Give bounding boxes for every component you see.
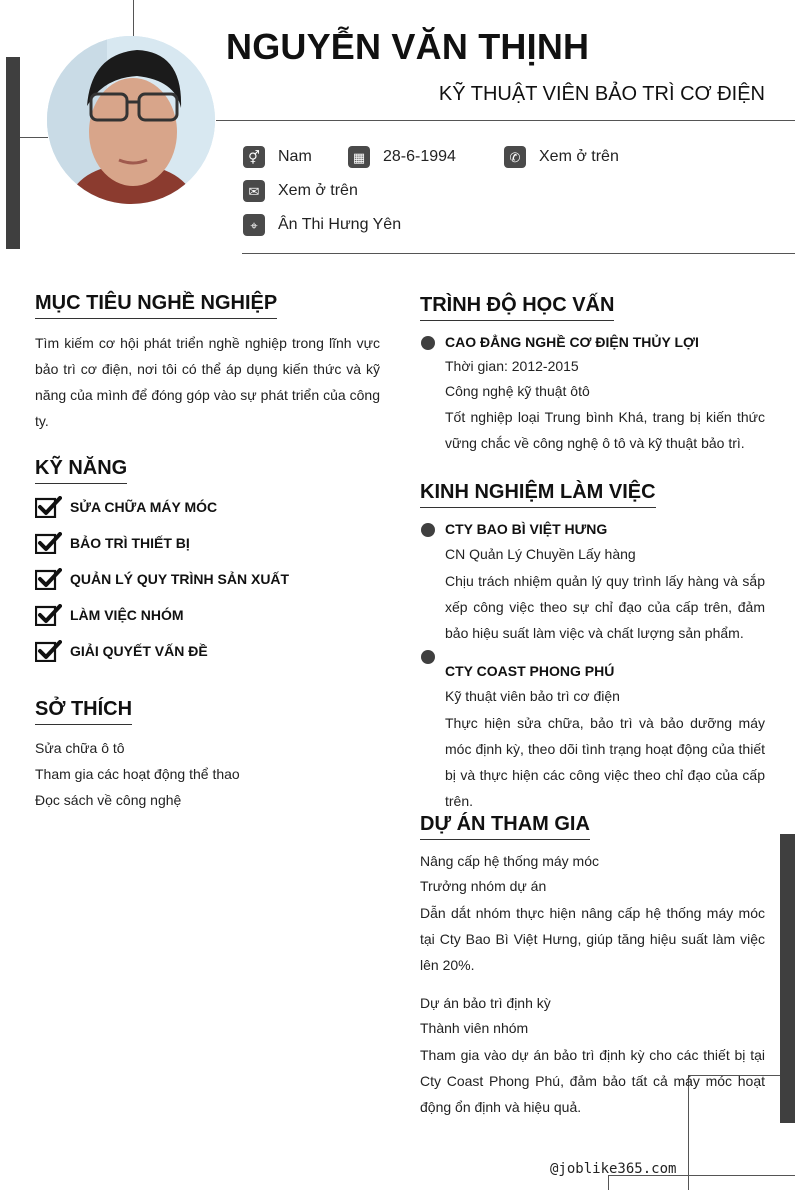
gender-value: Nam xyxy=(278,148,312,165)
skill-item xyxy=(35,604,184,626)
right-accent-bar xyxy=(780,834,795,1123)
watermark-text: @joblike365.com xyxy=(550,1161,677,1177)
project-desc: Tham gia vào dự án bảo trì định kỳ cho các thiết bị tại Cty Coast Phong Phú, đảm bảo tất cả máy móc hoạt động ổn định và hiệu quả. xyxy=(420,1047,765,1115)
objective-title: MỤC TIÊU NGHỀ NGHIỆP xyxy=(35,292,277,319)
info-divider xyxy=(242,253,795,254)
skills-title: KỸ NĂNG xyxy=(35,457,127,484)
projects-title: DỰ ÁN THAM GIA xyxy=(420,813,590,840)
info-gender xyxy=(243,146,312,168)
skill-label: GIẢI QUYẾT VẤN ĐỀ xyxy=(70,643,208,659)
objective-text: Tìm kiếm cơ hội phát triển nghề nghiệp trong lĩnh vực bảo trì cơ điện, nơi tôi có thể áp dụng kiến thức và kỹ năng của mình để đóng góp vào sự phát triển của công ty. xyxy=(35,335,380,429)
checkbox-checked-icon xyxy=(35,496,62,518)
bullet-icon xyxy=(421,523,435,537)
address-value: Ân Thi Hưng Yên xyxy=(278,216,402,233)
hobbies-title: SỞ THÍCH xyxy=(35,698,132,725)
skill-label: SỬA CHỮA MÁY MÓC xyxy=(70,499,218,515)
experience-desc: Thực hiện sửa chữa, bảo trì và bảo dưỡng máy móc định kỳ, theo dõi tình trạng hoạt động của thiết bị và thực hiện các công việc theo chỉ đạo của cấp trên. xyxy=(445,715,765,809)
info-birthday xyxy=(348,146,456,168)
email-value: Xem ở trên xyxy=(278,182,358,199)
profile-photo xyxy=(47,36,215,204)
experience-role: CN Quản Lý Chuyền Lấy hàng xyxy=(445,546,636,562)
project-role: Trưởng nhóm dự án xyxy=(420,878,547,894)
project-desc: Dẫn dắt nhóm thực hiện nâng cấp hệ thống máy móc tại Cty Bao Bì Việt Hưng, giúp tăng hiệu suất làm việc lên 20%. xyxy=(420,905,765,973)
skill-item xyxy=(35,532,190,554)
email-icon: ✉ xyxy=(243,180,265,202)
education-major: Công nghệ kỹ thuật ôtô xyxy=(445,383,590,399)
checkbox-checked-icon xyxy=(35,640,62,662)
experience-title: KINH NGHIỆM LÀM VIỆC xyxy=(420,481,656,508)
checkbox-checked-icon xyxy=(35,604,62,626)
info-email xyxy=(243,180,358,202)
checkbox-checked-icon xyxy=(35,532,62,554)
experience-company: CTY COAST PHONG PHÚ xyxy=(445,663,615,679)
education-desc: Tốt nghiệp loại Trung bình Khá, trang bị kiến thức vững chắc về công nghệ ô tô và kỹ thuật bảo trì. xyxy=(445,409,765,451)
skill-item xyxy=(35,640,208,662)
location-pin-icon: ⌖ xyxy=(243,214,265,236)
bullet-icon xyxy=(421,650,435,664)
left-horizontal-line xyxy=(20,137,48,138)
skill-item xyxy=(35,496,217,518)
skill-label: LÀM VIỆC NHÓM xyxy=(70,607,184,623)
phone-icon: ✆ xyxy=(504,146,526,168)
candidate-name: NGUYỄN VĂN THỊNH xyxy=(226,26,590,67)
skill-label: BẢO TRÌ THIẾT BỊ xyxy=(70,535,190,551)
gender-icon: ⚥ xyxy=(243,146,265,168)
education-school: CAO ĐẲNG NGHỀ CƠ ĐIỆN THỦY LỢI xyxy=(445,334,699,350)
project-role: Thành viên nhóm xyxy=(420,1020,529,1036)
education-time: Thời gian: 2012-2015 xyxy=(445,358,579,374)
checkbox-checked-icon xyxy=(35,568,62,590)
skill-item xyxy=(35,568,289,590)
calendar-icon: ▦ xyxy=(348,146,370,168)
skill-label: QUẢN LÝ QUY TRÌNH SẢN XUẤT xyxy=(70,571,290,587)
project-name: Nâng cấp hệ thống máy móc xyxy=(420,853,599,869)
experience-desc: Chịu trách nhiệm quản lý quy trình lấy hàng và sắp xếp công việc theo sự chỉ đạo của cấp trên, đảm bảo hiệu suất làm việc và chất lượng sản phẩm. xyxy=(445,573,765,641)
info-phone xyxy=(504,146,619,168)
education-title: TRÌNH ĐỘ HỌC VẤN xyxy=(420,294,614,321)
top-vertical-line xyxy=(133,0,134,36)
project-name: Dự án bảo trì định kỳ xyxy=(420,995,551,1011)
birthday-value: 28-6-1994 xyxy=(383,148,456,165)
experience-company: CTY BAO BÌ VIỆT HƯNG xyxy=(445,521,608,537)
experience-role: Kỹ thuật viên bảo trì cơ điện xyxy=(445,688,620,704)
left-accent-bar xyxy=(6,57,20,249)
corner-line-v2 xyxy=(608,1175,609,1190)
header-divider xyxy=(216,120,795,121)
bullet-icon xyxy=(421,336,435,350)
job-title: KỸ THUẬT VIÊN BẢO TRÌ CƠ ĐIỆN xyxy=(438,83,765,105)
hobby-item: Sửa chữa ô tô xyxy=(35,740,125,756)
hobby-item: Đọc sách về công nghệ xyxy=(35,792,182,808)
hobby-item: Tham gia các hoạt động thể thao xyxy=(35,766,240,782)
phone-value: Xem ở trên xyxy=(539,148,619,165)
info-address xyxy=(243,214,401,236)
